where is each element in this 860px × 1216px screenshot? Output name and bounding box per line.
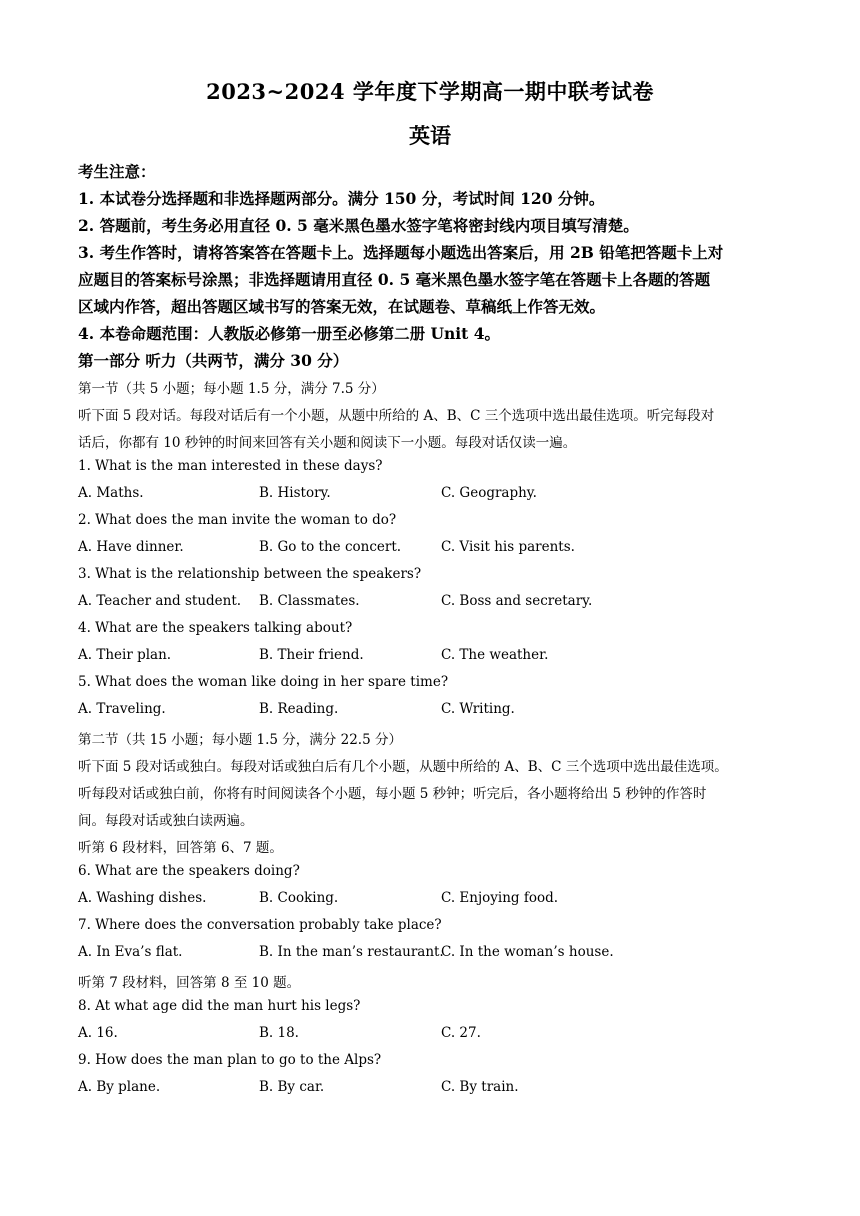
question-7: 7. Where does the conversation probably take place?: [78, 917, 442, 933]
question-7-option-b: B. In the man’s restaurant.: [259, 944, 444, 960]
section2-instructions-line-3: 间。每段对话或独白读两遍。: [78, 813, 254, 829]
question-3-option-c: C. Boss and secretary.: [441, 593, 593, 609]
subject-title: 英语: [409, 123, 451, 148]
question-6-option-b: B. Cooking.: [259, 890, 339, 906]
question-9-option-b: B. By car.: [259, 1079, 325, 1095]
question-4-option-a: A. Their plan.: [78, 647, 172, 663]
question-6-option-c: C. Enjoying food.: [441, 890, 559, 906]
question-2-option-c: C. Visit his parents.: [441, 539, 575, 555]
part1-heading: 第一部分 听力（共两节，满分 30 分）: [78, 351, 349, 370]
section2-heading: 第二节（共 15 小题；每小题 1.5 分，满分 22.5 分）: [78, 732, 402, 748]
material-7-instruction: 听第 7 段材料，回答第 8 至 10 题。: [78, 975, 301, 991]
notice-item-1: 1. 本试卷分选择题和非选择题两部分。满分 150 分，考试时间 120 分钟。: [78, 189, 605, 208]
section1-heading: 第一节（共 5 小题；每小题 1.5 分，满分 7.5 分）: [78, 381, 385, 397]
question-6: 6. What are the speakers doing?: [78, 863, 300, 879]
notice-item-4: 4. 本卷命题范围：人教版必修第一册至必修第二册 Unit 4。: [78, 324, 500, 343]
section2-instructions-line-1: 听下面 5 段对话或独白。每段对话或独白后有几个小题，从题中所给的 A、B、C 三个选项中选出最佳选项。: [78, 759, 728, 775]
question-3-option-a: A. Teacher and student.: [78, 593, 242, 609]
question-1: 1. What is the man interested in these days?: [78, 458, 383, 474]
question-7-option-c: C. In the woman’s house.: [441, 944, 614, 960]
question-5-option-b: B. Reading.: [259, 701, 339, 717]
question-4-option-c: C. The weather.: [441, 647, 549, 663]
question-3-option-b: B. Classmates.: [259, 593, 360, 609]
question-4-option-b: B. Their friend.: [259, 647, 364, 663]
section1-instructions-line-1: 听下面 5 段对话。每段对话后有一个小题，从题中所给的 A、B、C 三个选项中选出最佳选项。听完每段对: [78, 408, 715, 424]
question-3: 3. What is the relationship between the speakers?: [78, 566, 422, 582]
question-5-option-a: A. Traveling.: [78, 701, 166, 717]
question-1-option-b: B. History.: [259, 485, 331, 501]
question-5: 5. What does the woman like doing in her spare time?: [78, 674, 449, 690]
question-8-option-a: A. 16.: [78, 1025, 118, 1041]
question-2: 2. What does the man invite the woman to do?: [78, 512, 397, 528]
section1-instructions-line-2: 话后，你都有 10 秒钟的时间来回答有关小题和阅读下一小题。每段对话仅读一遍。: [78, 435, 577, 451]
question-7-option-a: A. In Eva’s flat.: [78, 944, 183, 960]
exam-title: 2023~2024 学年度下学期高一期中联考试卷: [206, 79, 654, 104]
question-4: 4. What are the speakers talking about?: [78, 620, 353, 636]
question-9-option-a: A. By plane.: [78, 1079, 161, 1095]
question-6-option-a: A. Washing dishes.: [78, 890, 207, 906]
question-8-option-c: C. 27.: [441, 1025, 481, 1041]
material-6-instruction: 听第 6 段材料，回答第 6、7 题。: [78, 840, 283, 856]
question-8-option-b: B. 18.: [259, 1025, 299, 1041]
notice-item-3-line-3: 区域内作答，超出答题区域书写的答案无效，在试题卷、草稿纸上作答无效。: [78, 297, 606, 316]
question-2-option-b: B. Go to the concert.: [259, 539, 402, 555]
question-1-option-a: A. Maths.: [78, 485, 144, 501]
notice-item-3-line-1: 3. 考生作答时，请将答案答在答题卡上。选择题每小题选出答案后，用 2B 铅笔把答题卡上对: [78, 243, 724, 262]
question-8: 8. At what age did the man hurt his legs?: [78, 998, 361, 1014]
question-9-option-c: C. By train.: [441, 1079, 519, 1095]
question-2-option-a: A. Have dinner.: [78, 539, 184, 555]
notice-heading: 考生注意：: [78, 162, 156, 181]
section2-instructions-line-2: 听每段对话或独白前，你将有时间阅读各个小题，每小题 5 秒钟；听完后，各小题将给出 5 秒钟的作答时: [78, 786, 707, 802]
question-5-option-c: C. Writing.: [441, 701, 515, 717]
notice-item-2: 2. 答题前，考生务必用直径 0. 5 毫米黑色墨水签字笔将密封线内项目填写清楚。: [78, 216, 639, 235]
notice-item-3-line-2: 应题目的答案标号涂黑；非选择题请用直径 0. 5 毫米黑色墨水签字笔在答题卡上各题的答题: [78, 270, 711, 289]
question-1-option-c: C. Geography.: [441, 485, 537, 501]
question-9: 9. How does the man plan to go to the Alps?: [78, 1052, 382, 1068]
